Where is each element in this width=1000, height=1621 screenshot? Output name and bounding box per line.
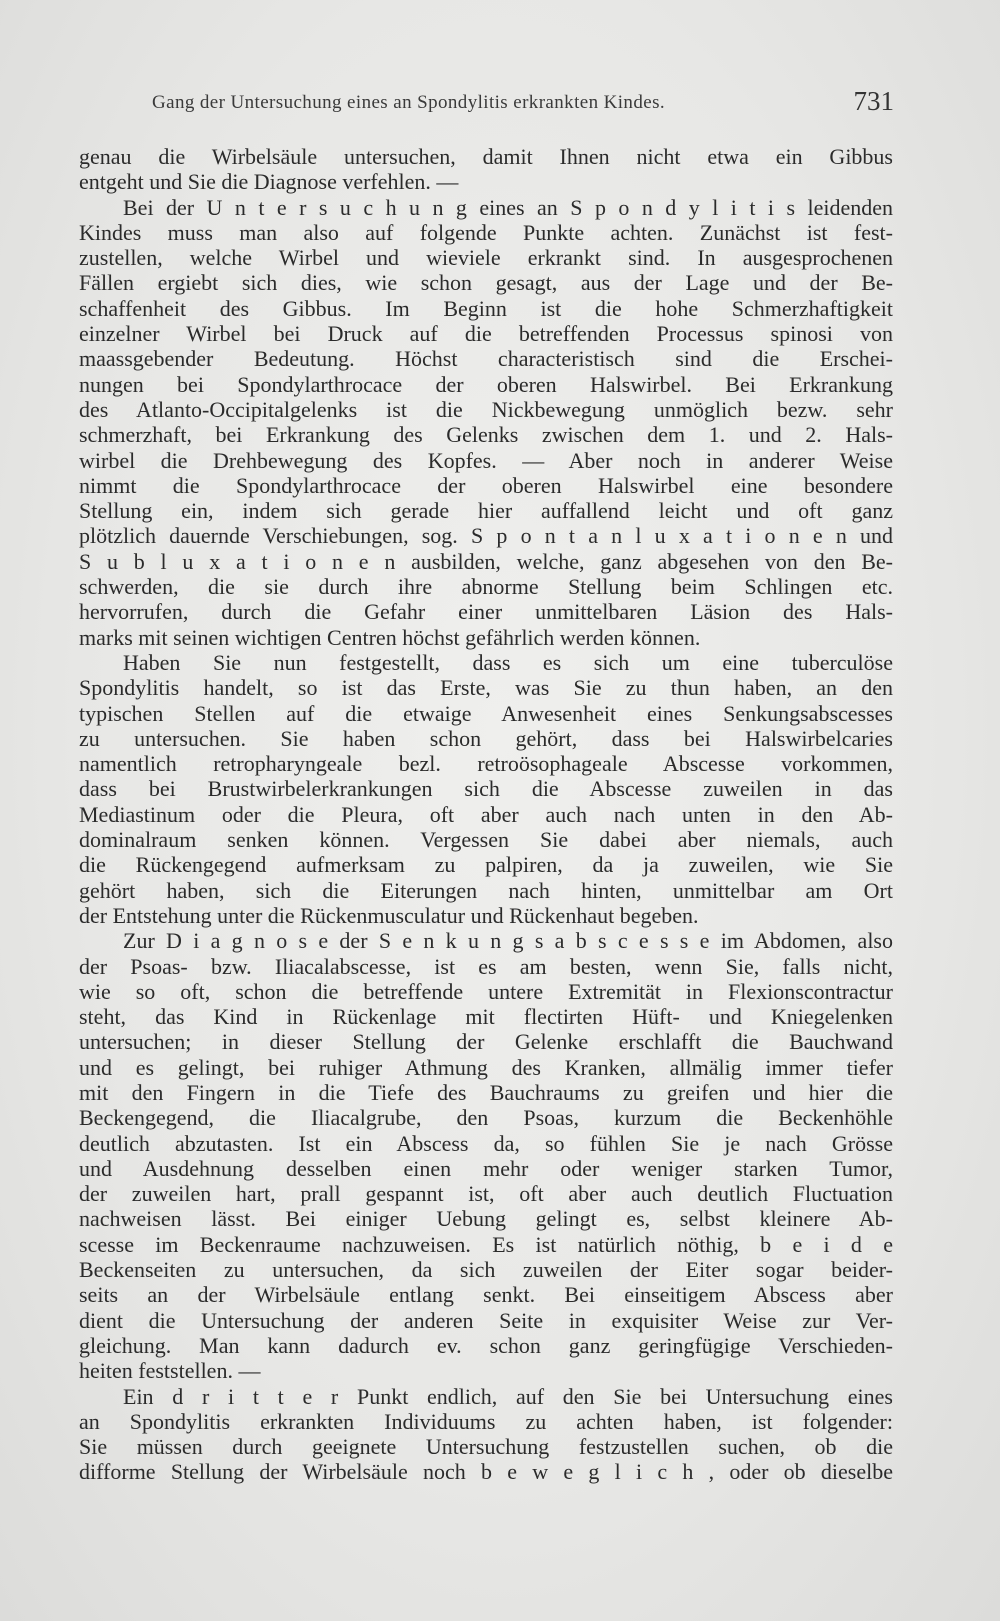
text-line: namentlich retropharyngeale bezl. retroösophageale Abscesse vorkommen, <box>79 751 893 777</box>
text-line: S u b l u x a t i o n e n ausbilden, welche, ganz abgesehen von den Be- <box>79 548 893 574</box>
text-line: deutlich abzutasten. Ist ein Abscess da, so fühlen Sie je nach Grösse <box>79 1130 893 1156</box>
text-line: nachweisen lässt. Bei einiger Uebung gelingt es, selbst kleinere Ab- <box>79 1206 893 1232</box>
text-line: Beckengegend, die Iliacalgrube, den Psoas, kurzum die Beckenhöhle <box>79 1105 893 1131</box>
text-line: der zuweilen hart, prall gespannt ist, oft aber auch deutlich Fluctuation <box>79 1181 893 1207</box>
text-line: mit den Fingern in die Tiefe des Bauchraums zu greifen und hier die <box>79 1079 893 1105</box>
text-line: heiten feststellen. — <box>79 1358 261 1384</box>
text-line: wirbel die Drehbewegung des Kopfes. — Aber noch in anderer Weise <box>79 447 893 473</box>
text-line: Haben Sie nun festgestellt, dass es sich um eine tuberculöse <box>123 649 893 675</box>
text-line: gleichung. Man kann dadurch ev. schon ganz geringfügige Verschieden- <box>79 1332 893 1358</box>
text-line: der Entstehung unter die Rückenmusculatur und Rückenhaut begeben. <box>79 902 699 928</box>
text-line: Ein d r i t t e r Punkt endlich, auf den Sie bei Untersuchung eines <box>123 1383 893 1409</box>
text-line: der Psoas- bzw. Iliacalabscesse, ist es am besten, wenn Sie, falls nicht, <box>79 953 893 979</box>
text-line: einzelner Wirbel bei Druck auf die betreffenden Processus spinosi von <box>79 321 893 347</box>
text-line: plötzlich dauernde Verschiebungen, sog. S p o n t a n l u x a t i o n e n und <box>79 523 893 549</box>
text-line: an Spondylitis erkrankten Individuums zu achten haben, ist folgender: <box>79 1408 893 1434</box>
text-line: Stellung ein, indem sich gerade hier auffallend leicht und oft ganz <box>79 498 893 524</box>
text-line: scesse im Beckenraume nachzuweisen. Es ist natürlich nöthig, b e i d e <box>79 1231 893 1257</box>
text-line: zustellen, welche Wirbel und wieviele erkrankt sind. In ausgesprochenen <box>79 245 893 271</box>
text-line: nimmt die Spondylarthrocace der oberen Halswirbel eine besondere <box>79 472 893 498</box>
text-line: und Ausdehnung desselben einen mehr oder weniger starken Tumor, <box>79 1155 893 1181</box>
text-line: Zur D i a g n o s e der S e n k u n g s a b s c e s s e im Abdomen, also <box>123 928 893 954</box>
text-line: genau die Wirbelsäule untersuchen, damit Ihnen nicht etwa ein Gibbus <box>79 144 893 169</box>
text-line: Kindes muss man also auf folgende Punkte achten. Zunächst ist fest- <box>79 219 893 245</box>
text-line: maassgebender Bedeutung. Höchst characteristisch sind die Erschei- <box>79 346 893 372</box>
text-line: dient die Untersuchung der anderen Seite in exquisiter Weise zur Ver- <box>79 1307 893 1333</box>
text-line: Fällen ergiebt sich dies, wie schon gesagt, aus der Lage und der Be- <box>79 270 893 296</box>
text-line: seits an der Wirbelsäule entlang senkt. Bei einseitigem Abscess aber <box>79 1282 893 1308</box>
text-line: und es gelingt, bei ruhiger Athmung des Kranken, allmälig immer tiefer <box>79 1054 893 1080</box>
text-line: steht, das Kind in Rückenlage mit flectirten Hüft- und Kniegelenken <box>79 1004 893 1030</box>
text-line: untersuchen; in dieser Stellung der Gelenke erschlafft die Bauchwand <box>79 1029 893 1055</box>
text-line: nungen bei Spondylarthrocace der oberen Halswirbel. Bei Erkrankung <box>79 371 893 397</box>
text-line: dass bei Brustwirbelerkrankungen sich die Abscesse zuweilen in das <box>79 776 893 802</box>
text-line: schmerzhaft, bei Erkrankung des Gelenks zwischen dem 1. und 2. Hals- <box>79 422 893 448</box>
text-line: difforme Stellung der Wirbelsäule noch b e w e g l i c h , oder ob dieselbe <box>79 1459 893 1485</box>
text-line: Mediastinum oder die Pleura, oft aber auch nach unten in den Ab- <box>79 801 893 827</box>
text-line: entgeht und Sie die Diagnose verfehlen. — <box>79 169 459 195</box>
text-line: schaffenheit des Gibbus. Im Beginn ist die hohe Schmerzhaftigkeit <box>79 295 893 321</box>
text-line: gehört haben, sich die Eiterungen nach hinten, unmittelbar am Ort <box>79 877 893 903</box>
text-line: dominalraum senken können. Vergessen Sie dabei aber niemals, auch <box>79 827 893 853</box>
text-line: Sie müssen durch geeignete Untersuchung festzustellen suchen, ob die <box>79 1434 893 1460</box>
running-header <box>152 86 894 120</box>
text-line: wie so oft, schon die betreffende untere Extremität in Flexionscontractur <box>79 978 893 1004</box>
text-line: die Rückengegend aufmerksam zu palpiren, da ja zuweilen, wie Sie <box>79 852 893 878</box>
text-line: Bei der U n t e r s u c h u n g eines an S p o n d y l i t i s leidenden <box>123 194 893 220</box>
text-line: hervorrufen, durch die Gefahr einer unmittelbaren Läsion des Hals- <box>79 599 893 625</box>
text-line: zu untersuchen. Sie haben schon gehört, dass bei Halswirbelcaries <box>79 725 893 751</box>
body-text <box>79 144 893 1485</box>
running-title: Gang der Untersuchung eines an Spondylitis erkrankten Kindes. <box>152 92 666 113</box>
text-line: typischen Stellen auf die etwaige Anwesenheit eines Senkungsabscesses <box>79 700 893 726</box>
text-line: schwerden, die sie durch ihre abnorme Stellung beim Schlingen etc. <box>79 574 893 600</box>
text-line: Beckenseiten zu untersuchen, da sich zuweilen der Eiter sogar beider- <box>79 1257 893 1283</box>
text-line: Spondylitis handelt, so ist das Erste, was Sie zu thun haben, an den <box>79 675 893 701</box>
text-line: marks mit seinen wichtigen Centren höchst gefährlich werden können. <box>79 624 701 650</box>
page-number: 731 <box>853 86 894 116</box>
text-line: des Atlanto-Occipitalgelenks ist die Nickbewegung unmöglich bezw. sehr <box>79 396 893 422</box>
